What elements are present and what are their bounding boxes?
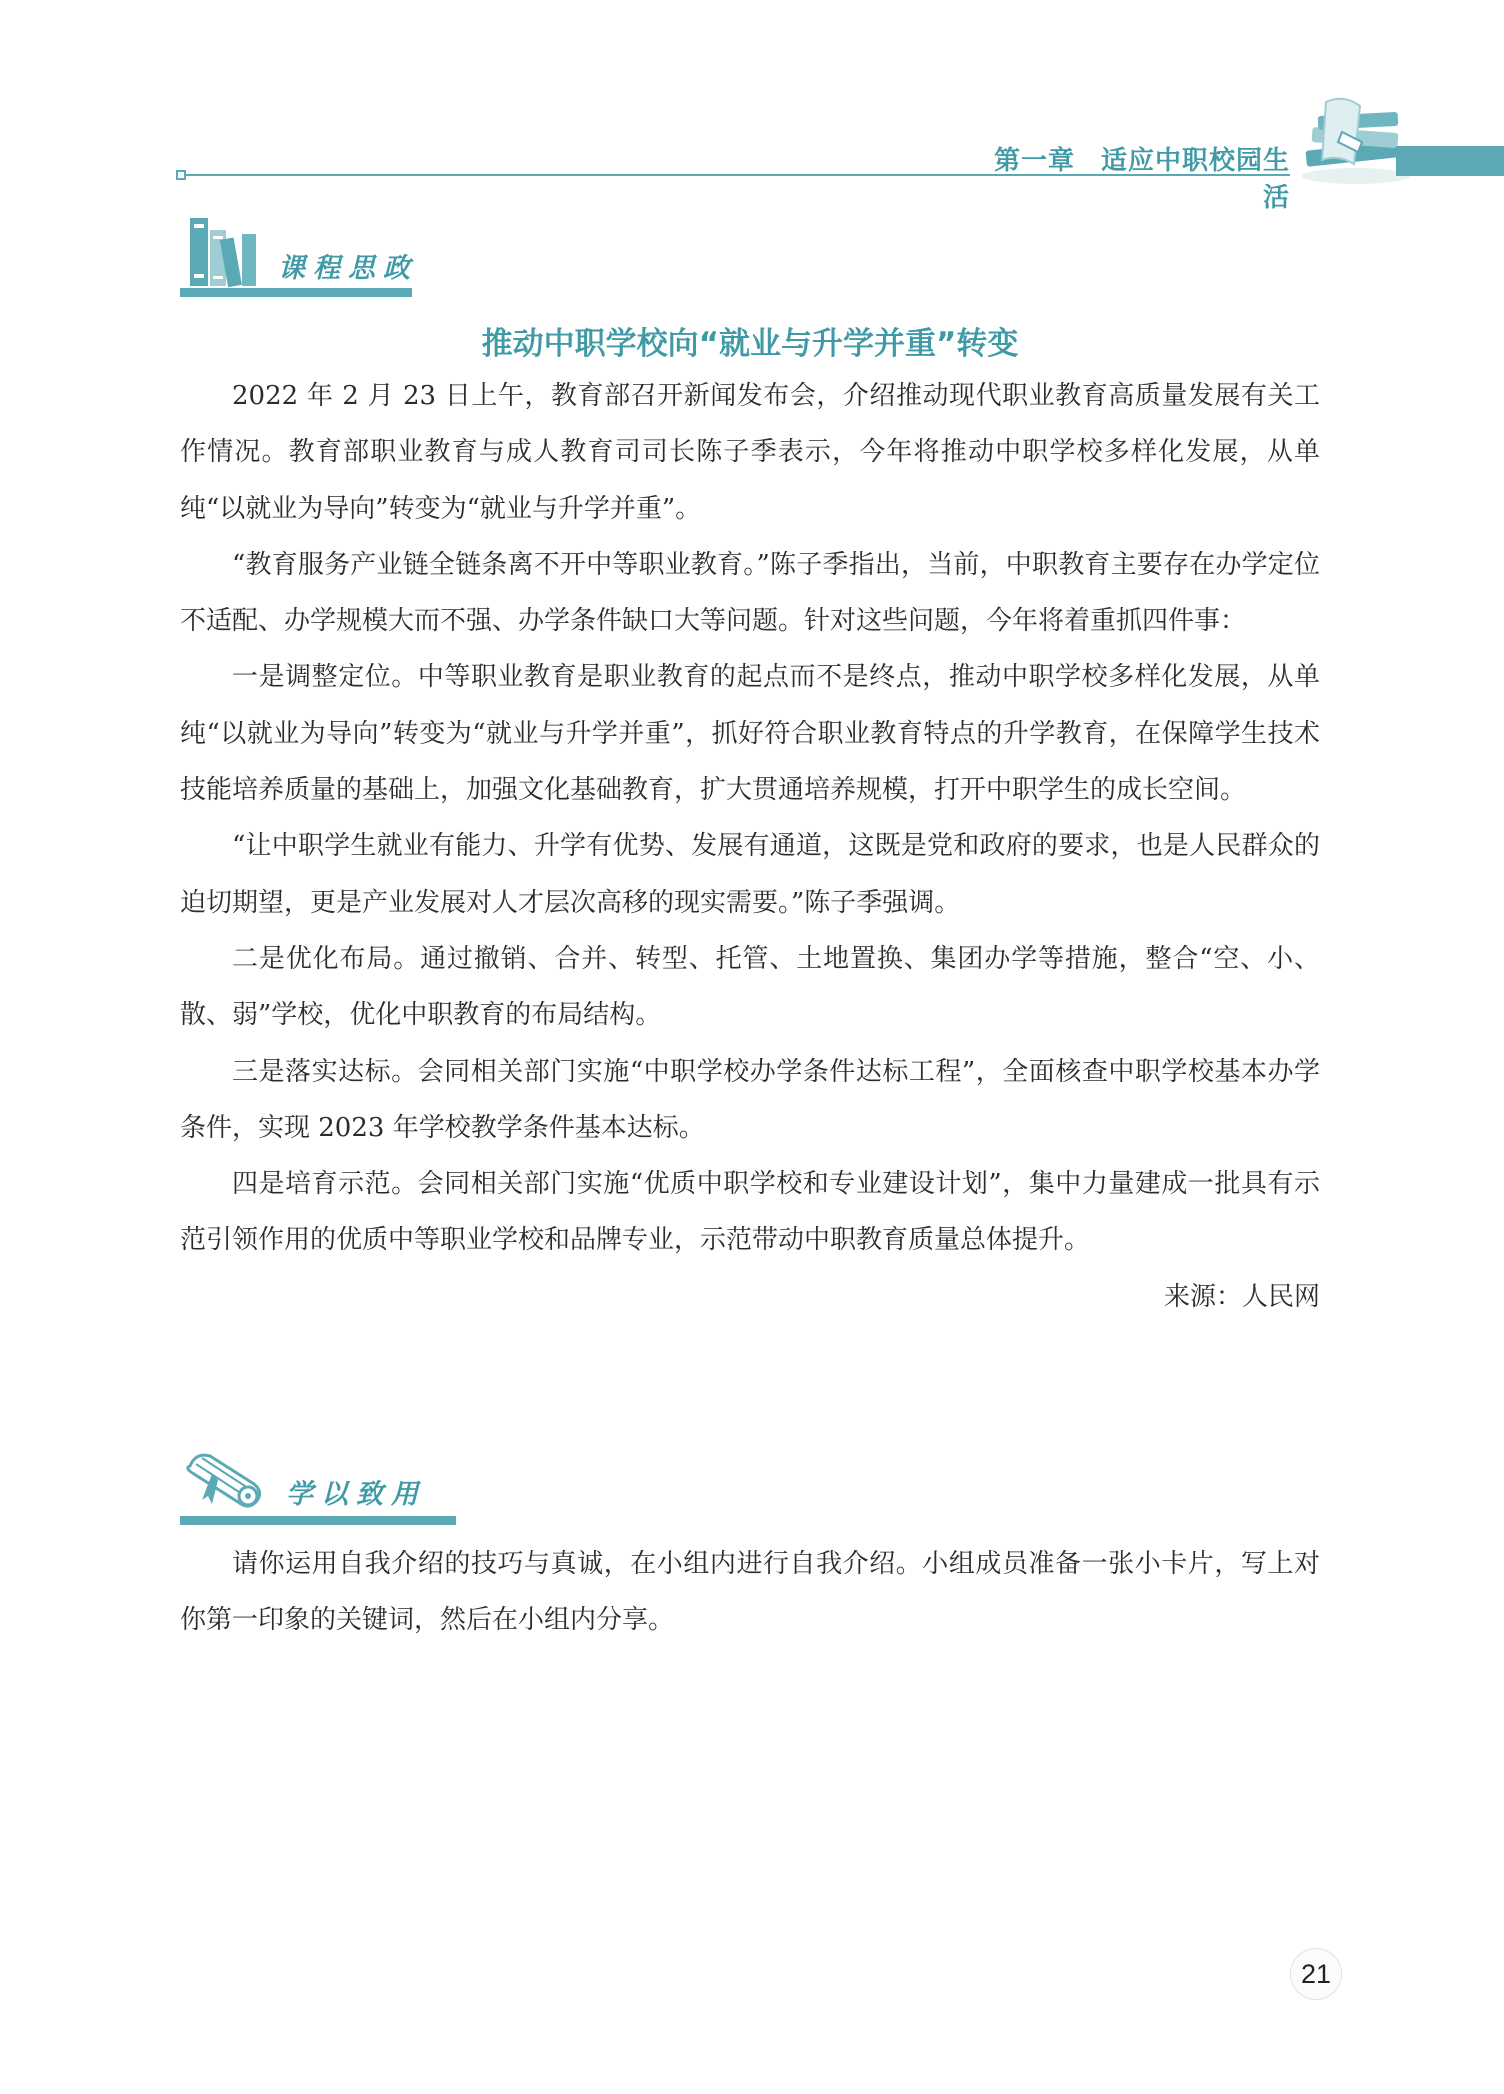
header-rule-end-marker: [176, 170, 186, 180]
chapter-label: 第一章: [993, 146, 1075, 176]
section-label: 课程思政: [278, 253, 418, 284]
article-paragraph: 四是培育示范。会同相关部门实施“优质中职学校和专业建设计划”，集中力量建成一批具有示范引领作用的优质中等职业学校和品牌专业，示范带动中职教育质量总体提升。: [180, 1169, 1320, 1256]
article-paragraph: 一是调整定位。中等职业教育是职业教育的起点而不是终点，推动中职学校多样化发展，从单纯“以就业为导向”转变为“就业与升学并重”，抓好符合职业教育特点的升学教育，在保障学生技术技能培养质量的基础上，加强文化基础教育，扩大贯通培养规模，打开中职学生的成长空间。: [180, 662, 1320, 806]
section-label: 学以致用: [286, 1479, 426, 1510]
article-paragraph: 2022 年 2 月 23 日上午，教育部召开新闻发布会，介绍推动现代职业教育高质量发展有关工作情况。教育部职业教育与成人教育司司长陈子季表示，今年将推动中职学校多样化发展，从单纯“以就业为导向”转变为“就业与升学并重”。: [180, 381, 1320, 524]
article-paragraph: 二是优化布局。通过撤销、合并、转型、托管、土地置换、集团办学等措施，整合“空、小、散、弱”学校，优化中职教育的布局结构。: [180, 943, 1320, 1031]
article-title: 推动中职学校向“就业与升学并重”转变: [481, 326, 1019, 362]
article-source: 来源：人民网: [1163, 1281, 1320, 1312]
page-number: 21: [1290, 1948, 1342, 2000]
practice-body: [180, 1536, 1320, 1649]
section-heading-practice: [180, 1444, 460, 1530]
scroll-icon: [182, 1444, 266, 1516]
running-header: [970, 140, 1290, 214]
section-underline: [180, 288, 412, 297]
article-paragraph: “教育服务产业链全链条离不开中等职业教育。”陈子季指出，当前，中职教育主要存在办学定位不适配、办学规模大而不强、办学条件缺口大等问题。针对这些问题，今年将着重抓四件事：: [180, 549, 1320, 637]
section-underline: [180, 1516, 456, 1525]
section-heading-ideology: [180, 216, 420, 300]
books-stack-icon: [188, 216, 268, 288]
article-paragraph: 三是落实达标。会同相关部门实施“中职学校办学条件达标工程”，全面核查中职学校基本办学条件，实现 2023 年学校教学条件基本达标。: [180, 1056, 1320, 1143]
header-accent-bar: [1396, 146, 1504, 176]
article-paragraph: “让中职学生就业有能力、升学有优势、发展有通道，这既是党和政府的要求，也是人民群众的迫切期望，更是产业发展对人才层次高移的现实需要。”陈子季强调。: [180, 831, 1320, 918]
article-body: [180, 368, 1320, 1325]
chapter-title: 适应中职校园生活: [1100, 146, 1290, 213]
practice-paragraph: 请你运用自我介绍的技巧与真诚，在小组内进行自我介绍。小组成员准备一张小卡片，写上对你第一印象的关键词，然后在小组内分享。: [180, 1549, 1320, 1636]
